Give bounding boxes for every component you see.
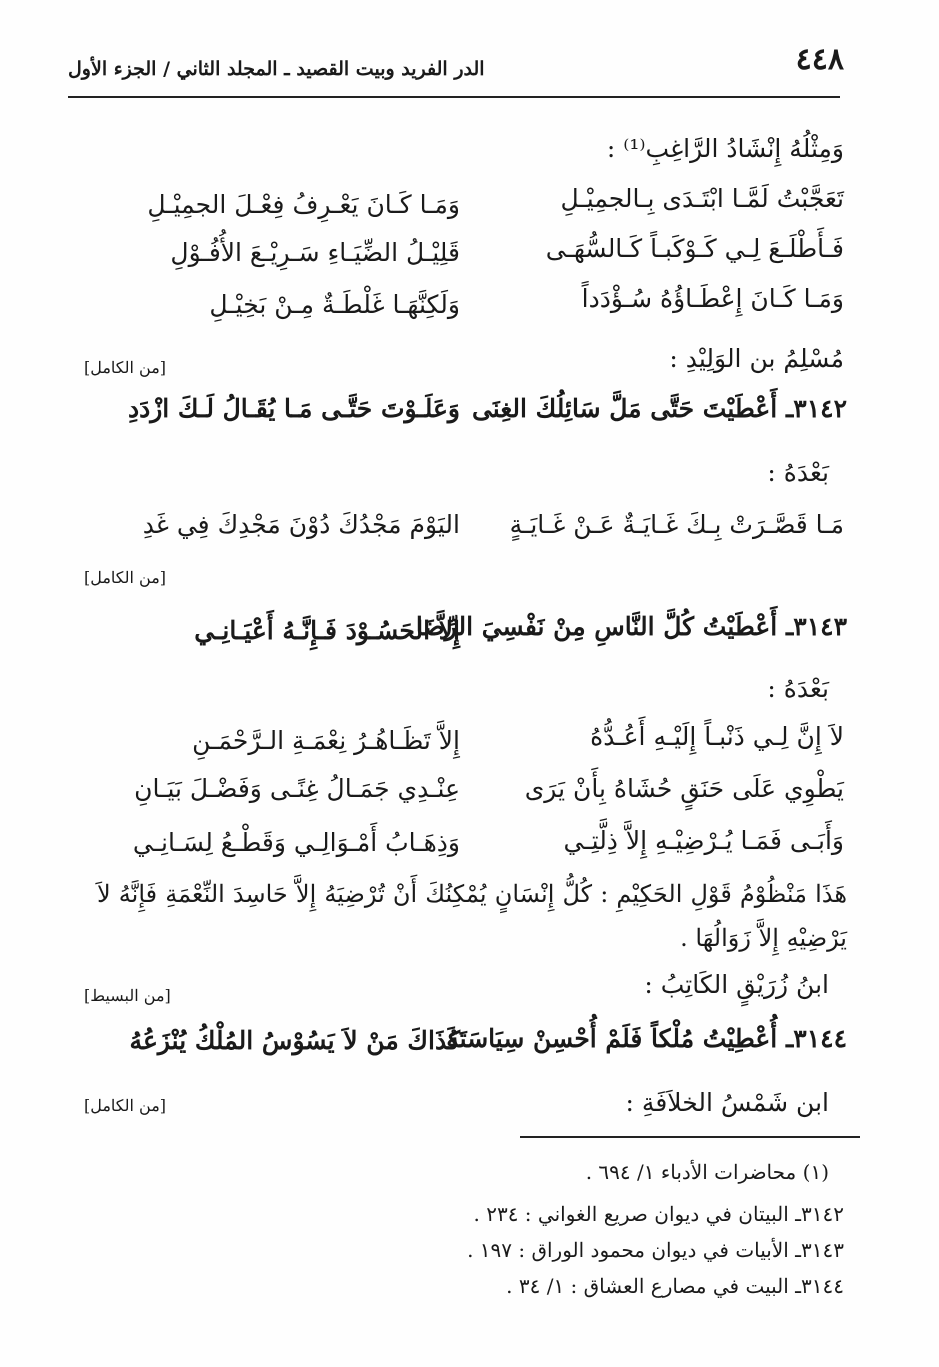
poem1-verse3-second: وَلَكِنَّهَـا غَلْطَـةٌ مِـنْ بَخِيْـلِ — [209, 290, 460, 319]
intro-line: وَمِثْلُهُ إِنْشَادُ الرَّاغِبِ⁽¹⁾ : — [606, 134, 844, 163]
meter-label-2: [من الكامل] — [84, 568, 167, 587]
poem1-verse2-second: قَلِيْـلُ الضِّيَـاءِ سَـرِيْـعَ الأُفُـوْلِ — [170, 238, 460, 267]
verse-3143-second: إِلاَّ الحَسُـوْدَ فَـإِنَّـهُ أَعْيَـانِـي — [194, 616, 460, 645]
poem3-verse1-second: إِلاَّ تَظَـاهُـرُ نِعْمَـةِ الـرَّحْمَـنِ — [192, 726, 460, 755]
verse-3143-first: ٣١٤٣ـ أَعْطَيْتُ كُلَّ النَّاسِ مِنْ نَفْسِيَ الرِّضَا — [415, 612, 847, 641]
after-label-1: بَعْدَهُ : — [767, 458, 829, 487]
prose-paragraph: هَذَا مَنْظُوْمُ قَوْلِ الحَكِيْمِ : كُلُّ إِنْسَانٍ يُمْكِنُكَ أَنْ تُرْضِيَهُ إِلاَّ حَاسِدَ النِّعْمَةِ فَإِنَّهُ لاَ يَرْضِيْهِ إِلاَّ زَوَالُهَا . — [97, 880, 847, 952]
poem3-verse3-second: وَذِهَـابُ أَمْـوَالِـي وَقَطْـعُ لِسَـانِـي — [132, 828, 460, 857]
verse-3144-second: كَذَاكَ مَنْ لاَ يَسُوْسُ المُلْكُ يُنْزَعُهُ — [129, 1026, 460, 1055]
poem1-verse1-first: تَعَجَّبْتُ لَمَّـا ابْتَـدَى بِـالجمِيْـلِ — [560, 184, 844, 213]
poem2-first: مَـا قَصَّـرَتْ بِـكَ غَـايَـةٌ عَـنْ غَـايَـةٍ — [509, 510, 844, 539]
verse-3144-first: ٣١٤٤ـ أُعْطِيْتُ مُلْكاً فَلَمْ أُحْسِنْ سِيَاسَتَهُ — [446, 1024, 847, 1053]
page-number: ٤٤٨ — [795, 42, 844, 77]
meter-label-3: [من البسيط] — [84, 986, 171, 1005]
meter-label-1: [من الكامل] — [84, 358, 167, 377]
poet-name-1: مُسْلِمُ بن الوَلِيْدِ : — [669, 344, 844, 373]
meter-label-4: [من الكامل] — [84, 1096, 167, 1115]
footnote-4: ٣١٤٤ـ البيت في مصارع العشاق : ١/ ٣٤ . — [506, 1274, 844, 1298]
poem1-verse2-first: فَـأَطْلَـعَ لِـي كَـوْكَبـاً كَـالسُّهَـى — [545, 234, 844, 263]
poet-name-3: ابن شَمْسُ الخلاَفَةِ : — [625, 1088, 829, 1117]
running-title: الدر الفريد وبيت القصيد ـ المجلد الثاني / الجزء الأول — [68, 58, 485, 80]
poem3-verse2-first: يَطْوِي عَلَى حَنَقٍ حُشَاهُ بِأَنْ يَرَى — [524, 774, 844, 803]
poem3-verse1-first: لاَ إِنَّ لِـي ذَنْبـاً إِلَيْـهِ أَعُـدُّهُ — [590, 722, 844, 751]
poet-name-2: ابنُ زُرَيْقٍ الكَاتِبُ : — [644, 970, 829, 999]
poem3-verse3-first: وَأَبَـى فَمَـا يُـرْضِيْـهِ إِلاَّ ذِلَّتِـي — [563, 826, 844, 855]
footnote-rule — [520, 1136, 860, 1138]
after-label-2: بَعْدَهُ : — [767, 674, 829, 703]
header-rule — [68, 96, 840, 98]
footnote-1: (١) محاضرات الأدباء ١/ ٦٩٤ . — [585, 1160, 829, 1184]
verse-3142-first: ٣١٤٢ـ أَعْطَيْتَ حَتَّى مَلَّ سَائِلُكَ الغِنَى — [471, 394, 847, 423]
poem1-verse1-second: وَمَـا كَـانَ يَعْـرِفُ فِعْـلَ الجمِيْـلِ — [147, 190, 460, 219]
poem1-verse3-first: وَمَـا كَـانَ إِعْطَـاؤُهُ سُـؤْدَداً — [581, 284, 844, 313]
footnote-3: ٣١٤٣ـ الأبيات في ديوان محمود الوراق : ١٩٧ . — [467, 1238, 844, 1262]
poem3-verse2-second: عِنْـدِي جَمَـالُ غِنًـى وَفَضْـلَ بَيَـانِ — [134, 774, 460, 803]
verse-3142-second: وَعَلَـوْتَ حَتَّـى مَـا يُقَـالُ لَـكَ ازْدَدِ — [127, 394, 460, 423]
poem2-second: اليَوْمَ مَجْدُكَ دُوْنَ مَجْدِكَ فِي غَدِ — [142, 510, 460, 539]
footnote-2: ٣١٤٢ـ البيتان في ديوان صريع الغواني : ٢٣٤ . — [473, 1202, 844, 1226]
